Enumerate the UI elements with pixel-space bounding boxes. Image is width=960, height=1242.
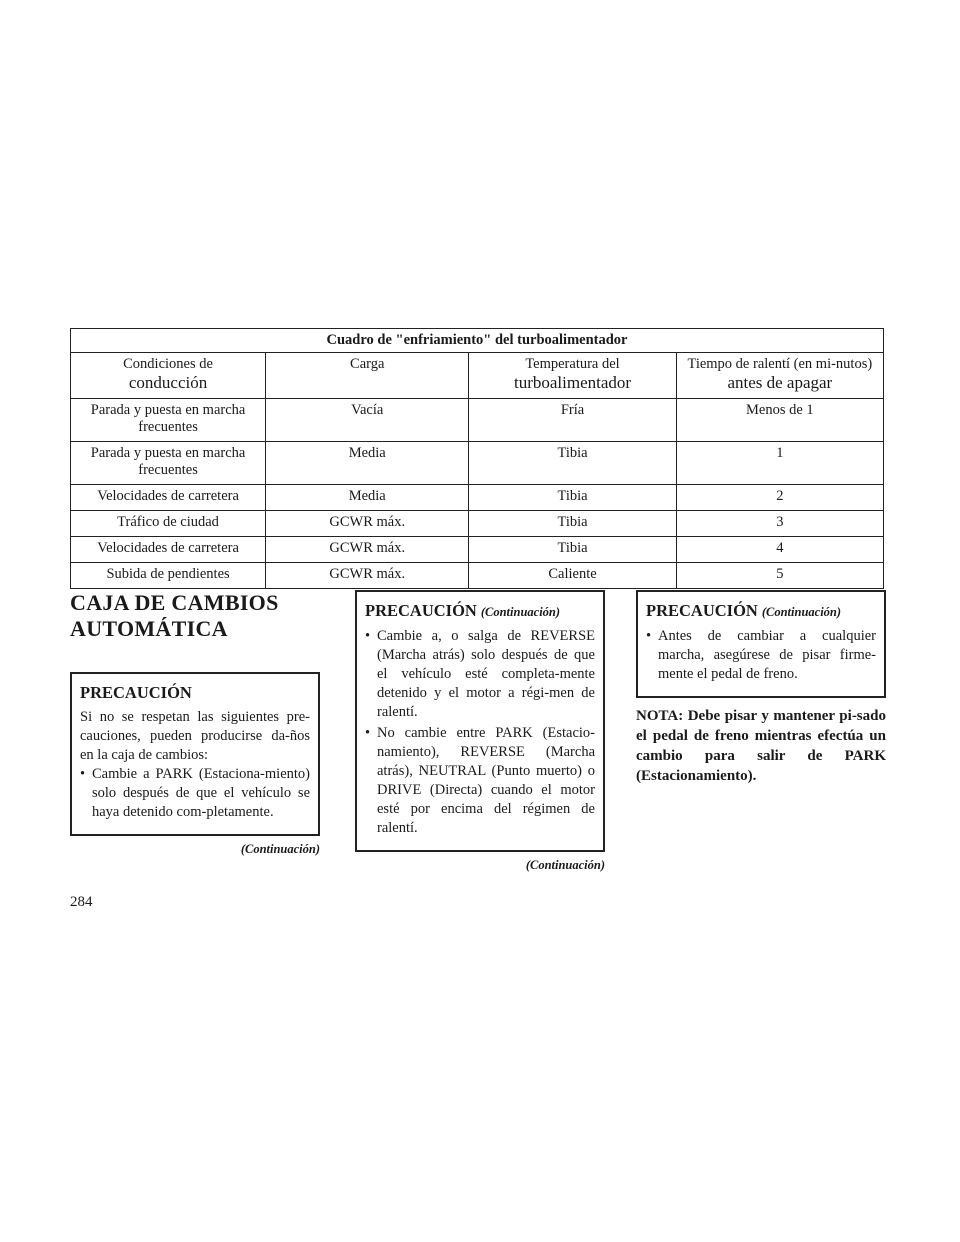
table-cell: Velocidades de carretera	[71, 485, 266, 511]
continued-note: (Continuación)	[525, 858, 605, 872]
column-right	[636, 590, 886, 786]
caution-item: • No cambie entre PARK (Estacio-namiento), REVERSE (Marcha atrás), NEUTRAL (Punto muerto) o DRIVE (Directa) cuando el motor esté por encima del régimen de ralentí.	[365, 724, 595, 838]
caution-list	[80, 765, 310, 822]
table-row	[71, 442, 884, 485]
table-cell: GCWR máx.	[266, 511, 469, 537]
caution-item: • Cambie a, o salga de REVERSE (Marcha atrás) solo después de que el vehículo esté completa-mente detenido y el motor a régi-men de ralentí.	[365, 627, 595, 722]
section-title-line: AUTOMÁTICA	[70, 616, 228, 641]
table-cell: Vacía	[266, 399, 469, 442]
header-line: antes de apagar	[727, 373, 833, 392]
table-cell: Fría	[469, 399, 676, 442]
table-cell: Caliente	[469, 563, 676, 589]
caution-title: PRECAUCIÓN	[80, 683, 192, 702]
table-cell: 3	[676, 511, 883, 537]
caution-title-continued: (Continuación)	[761, 605, 842, 619]
header-line: conducción	[128, 373, 208, 392]
table-row	[71, 563, 884, 589]
header-line: Condiciones de	[123, 356, 213, 372]
table-cell: Tibia	[469, 442, 676, 485]
caution-item: • Cambie a PARK (Estaciona-miento) solo después de que el vehículo se haya detenido com-pletamente.	[80, 765, 310, 822]
note-paragraph: NOTA: Debe pisar y mantener pi-sado el pedal de freno mientras efectúa un cambio para salir de PARK (Estacionamiento).	[636, 708, 886, 784]
caution-intro: Si no se respetan las siguientes pre-cauciones, pueden producirse da-ños en la caja de cambios:	[80, 709, 310, 763]
table-cell: 4	[676, 537, 883, 563]
table-cell: Parada y puesta en marcha frecuentes	[71, 442, 266, 485]
table-cell: GCWR máx.	[266, 537, 469, 563]
caution-title-text: PRECAUCIÓN	[646, 601, 758, 620]
table-cell: 2	[676, 485, 883, 511]
caution-list	[646, 627, 876, 684]
turbo-cooldown-table	[70, 328, 884, 589]
caution-title-continued: (Continuación)	[480, 605, 561, 619]
table-cell: Velocidades de carretera	[71, 537, 266, 563]
table-row	[71, 399, 884, 442]
caution-box-1	[70, 672, 320, 836]
turbo-cooldown-table-container	[70, 328, 884, 589]
caution-title	[646, 600, 876, 623]
table-cell: Tibia	[469, 511, 676, 537]
table-row	[71, 511, 884, 537]
caution-title	[365, 600, 595, 623]
column-left	[70, 590, 320, 857]
table-cell: Menos de 1	[676, 399, 883, 442]
table-row	[71, 537, 884, 563]
header-driving-conditions	[71, 353, 266, 399]
page-number: 284	[70, 894, 93, 910]
table-cell: Media	[266, 485, 469, 511]
table-cell: Tibia	[469, 537, 676, 563]
table-cell: GCWR máx.	[266, 563, 469, 589]
header-line: Temperatura del	[525, 356, 620, 372]
column-middle	[355, 590, 605, 873]
table-cell: 1	[676, 442, 883, 485]
table-cell: Media	[266, 442, 469, 485]
caution-list	[365, 627, 595, 838]
table-cell: Subida de pendientes	[71, 563, 266, 589]
caution-box-2	[355, 590, 605, 852]
caution-title-text: PRECAUCIÓN	[365, 601, 477, 620]
header-line: Tiempo de ralentí (en mi-nutos)	[687, 356, 873, 372]
section-title	[70, 590, 320, 642]
header-line: Carga	[350, 356, 385, 372]
caution-item: • Antes de cambiar a cualquier marcha, asegúrese de pisar firme-mente el pedal de freno.	[646, 627, 876, 684]
header-turbo-temperature	[469, 353, 676, 399]
caution-box-3	[636, 590, 886, 698]
header-line: turboalimentador	[513, 373, 632, 392]
table-row	[71, 485, 884, 511]
table-caption: Cuadro de "enfriamiento" del turboalimentador	[71, 329, 884, 353]
section-title-line: CAJA DE CAMBIOS	[70, 590, 279, 615]
header-load	[266, 353, 469, 399]
table-cell: 5	[676, 563, 883, 589]
table-cell: Tibia	[469, 485, 676, 511]
header-idle-time	[676, 353, 883, 399]
table-cell: Tráfico de ciudad	[71, 511, 266, 537]
table-cell: Parada y puesta en marcha frecuentes	[71, 399, 266, 442]
continued-note: (Continuación)	[240, 842, 320, 856]
